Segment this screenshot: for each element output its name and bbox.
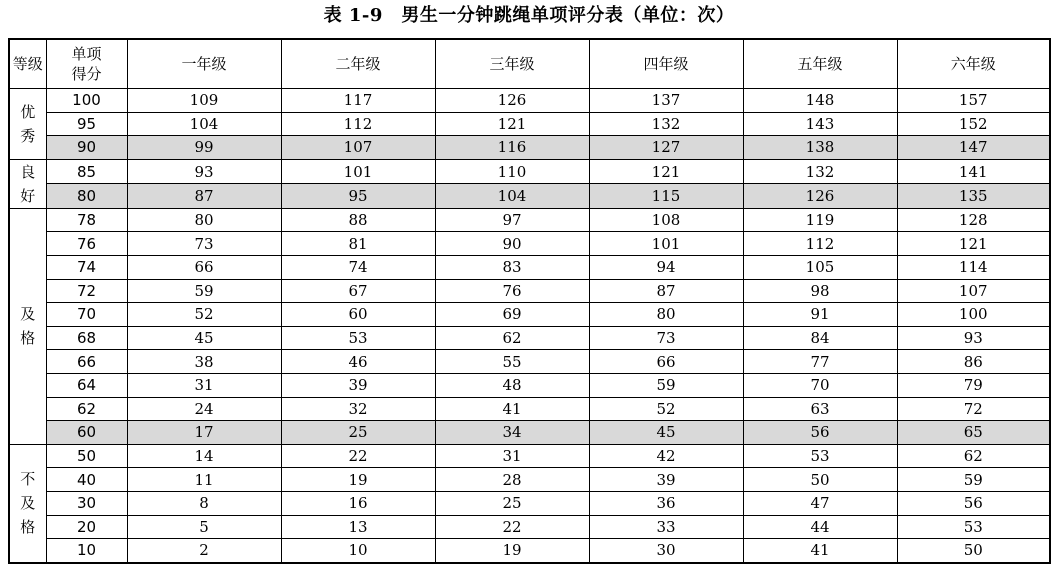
table-title: 表 1-9 男生一分钟跳绳单项评分表（单位：次）	[323, 5, 735, 26]
value-cell: 107	[281, 136, 435, 160]
value-cell: 137	[589, 89, 743, 113]
value-cell: 65	[897, 421, 1050, 445]
value-cell: 42	[589, 444, 743, 468]
value-cell: 52	[127, 303, 281, 327]
table-body	[9, 89, 1050, 563]
value-cell: 25	[435, 491, 589, 515]
grade-label: 良 好	[9, 159, 46, 208]
value-cell: 95	[281, 184, 435, 209]
value-cell: 81	[281, 232, 435, 256]
header-grade-6: 六年级	[897, 39, 1050, 89]
value-cell: 126	[743, 184, 897, 209]
value-cell: 121	[897, 232, 1050, 256]
value-cell: 104	[435, 184, 589, 209]
value-cell: 70	[743, 373, 897, 397]
value-cell: 143	[743, 112, 897, 136]
value-cell: 138	[743, 136, 897, 160]
value-cell: 33	[589, 515, 743, 539]
score-table	[8, 38, 1051, 564]
header-row	[9, 39, 1050, 89]
value-cell: 135	[897, 184, 1050, 209]
score-cell: 66	[46, 350, 127, 374]
value-cell: 117	[281, 89, 435, 113]
value-cell: 115	[589, 184, 743, 209]
value-cell: 19	[281, 468, 435, 492]
value-cell: 72	[897, 397, 1050, 421]
value-cell: 66	[589, 350, 743, 374]
score-cell: 10	[46, 539, 127, 563]
value-cell: 5	[127, 515, 281, 539]
value-cell: 11	[127, 468, 281, 492]
value-cell: 50	[897, 539, 1050, 563]
value-cell: 84	[743, 326, 897, 350]
value-cell: 77	[743, 350, 897, 374]
score-cell: 76	[46, 232, 127, 256]
value-cell: 94	[589, 255, 743, 279]
value-cell: 91	[743, 303, 897, 327]
table-row	[9, 232, 1050, 256]
score-cell: 70	[46, 303, 127, 327]
value-cell: 121	[589, 159, 743, 184]
header-grade-3: 三年级	[435, 39, 589, 89]
value-cell: 14	[127, 444, 281, 468]
value-cell: 152	[897, 112, 1050, 136]
value-cell: 87	[127, 184, 281, 209]
value-cell: 112	[281, 112, 435, 136]
value-cell: 101	[589, 232, 743, 256]
value-cell: 76	[435, 279, 589, 303]
value-cell: 119	[743, 208, 897, 232]
value-cell: 46	[281, 350, 435, 374]
value-cell: 45	[127, 326, 281, 350]
value-cell: 80	[589, 303, 743, 327]
score-cell: 64	[46, 373, 127, 397]
grade-label: 优 秀	[9, 89, 46, 160]
score-cell: 90	[46, 136, 127, 160]
table-row	[9, 303, 1050, 327]
grade-label: 及 格	[9, 208, 46, 444]
value-cell: 73	[589, 326, 743, 350]
table-row	[9, 255, 1050, 279]
value-cell: 22	[435, 515, 589, 539]
header-grade-2: 二年级	[281, 39, 435, 89]
value-cell: 31	[435, 444, 589, 468]
header-grade: 等级	[9, 39, 46, 89]
value-cell: 2	[127, 539, 281, 563]
value-cell: 38	[127, 350, 281, 374]
value-cell: 52	[589, 397, 743, 421]
value-cell: 132	[743, 159, 897, 184]
value-cell: 128	[897, 208, 1050, 232]
value-cell: 16	[281, 491, 435, 515]
value-cell: 53	[897, 515, 1050, 539]
value-cell: 104	[127, 112, 281, 136]
value-cell: 87	[589, 279, 743, 303]
value-cell: 109	[127, 89, 281, 113]
value-cell: 25	[281, 421, 435, 445]
score-cell: 85	[46, 159, 127, 184]
value-cell: 22	[281, 444, 435, 468]
table-row	[9, 89, 1050, 113]
value-cell: 63	[743, 397, 897, 421]
value-cell: 105	[743, 255, 897, 279]
value-cell: 13	[281, 515, 435, 539]
value-cell: 74	[281, 255, 435, 279]
value-cell: 59	[589, 373, 743, 397]
value-cell: 112	[743, 232, 897, 256]
table-row	[9, 184, 1050, 209]
value-cell: 28	[435, 468, 589, 492]
header-grade-5: 五年级	[743, 39, 897, 89]
header-grade-1: 一年级	[127, 39, 281, 89]
value-cell: 90	[435, 232, 589, 256]
value-cell: 127	[589, 136, 743, 160]
value-cell: 99	[127, 136, 281, 160]
value-cell: 53	[281, 326, 435, 350]
value-cell: 62	[897, 444, 1050, 468]
value-cell: 126	[435, 89, 589, 113]
value-cell: 132	[589, 112, 743, 136]
score-cell: 74	[46, 255, 127, 279]
value-cell: 17	[127, 421, 281, 445]
table-row	[9, 444, 1050, 468]
value-cell: 62	[435, 326, 589, 350]
score-cell: 68	[46, 326, 127, 350]
score-cell: 95	[46, 112, 127, 136]
score-cell: 62	[46, 397, 127, 421]
score-cell: 30	[46, 491, 127, 515]
value-cell: 53	[743, 444, 897, 468]
header-grade-4: 四年级	[589, 39, 743, 89]
score-cell: 40	[46, 468, 127, 492]
value-cell: 41	[743, 539, 897, 563]
value-cell: 110	[435, 159, 589, 184]
value-cell: 34	[435, 421, 589, 445]
value-cell: 36	[589, 491, 743, 515]
table-row	[9, 326, 1050, 350]
value-cell: 44	[743, 515, 897, 539]
value-cell: 60	[281, 303, 435, 327]
value-cell: 8	[127, 491, 281, 515]
value-cell: 88	[281, 208, 435, 232]
table-row	[9, 112, 1050, 136]
grade-label: 不 及 格	[9, 444, 46, 562]
value-cell: 56	[897, 491, 1050, 515]
value-cell: 39	[589, 468, 743, 492]
value-cell: 157	[897, 89, 1050, 113]
value-cell: 121	[435, 112, 589, 136]
value-cell: 56	[743, 421, 897, 445]
table-row	[9, 515, 1050, 539]
value-cell: 101	[281, 159, 435, 184]
value-cell: 19	[435, 539, 589, 563]
table-row	[9, 373, 1050, 397]
value-cell: 24	[127, 397, 281, 421]
value-cell: 55	[435, 350, 589, 374]
value-cell: 73	[127, 232, 281, 256]
value-cell: 47	[743, 491, 897, 515]
header-score: 单项 得分	[46, 39, 127, 89]
value-cell: 100	[897, 303, 1050, 327]
value-cell: 39	[281, 373, 435, 397]
table-row	[9, 468, 1050, 492]
score-cell: 50	[46, 444, 127, 468]
table-row	[9, 397, 1050, 421]
value-cell: 97	[435, 208, 589, 232]
score-cell: 60	[46, 421, 127, 445]
value-cell: 114	[897, 255, 1050, 279]
value-cell: 107	[897, 279, 1050, 303]
value-cell: 147	[897, 136, 1050, 160]
value-cell: 50	[743, 468, 897, 492]
value-cell: 98	[743, 279, 897, 303]
table-row	[9, 350, 1050, 374]
table-row	[9, 491, 1050, 515]
value-cell: 93	[127, 159, 281, 184]
score-cell: 80	[46, 184, 127, 209]
value-cell: 10	[281, 539, 435, 563]
value-cell: 79	[897, 373, 1050, 397]
value-cell: 148	[743, 89, 897, 113]
value-cell: 48	[435, 373, 589, 397]
value-cell: 32	[281, 397, 435, 421]
value-cell: 45	[589, 421, 743, 445]
table-row	[9, 136, 1050, 160]
table-row	[9, 421, 1050, 445]
value-cell: 59	[127, 279, 281, 303]
table-row	[9, 208, 1050, 232]
value-cell: 67	[281, 279, 435, 303]
score-cell: 20	[46, 515, 127, 539]
score-cell: 100	[46, 89, 127, 113]
value-cell: 59	[897, 468, 1050, 492]
value-cell: 141	[897, 159, 1050, 184]
score-cell: 78	[46, 208, 127, 232]
score-cell: 72	[46, 279, 127, 303]
value-cell: 69	[435, 303, 589, 327]
value-cell: 86	[897, 350, 1050, 374]
table-row	[9, 539, 1050, 563]
table-row	[9, 159, 1050, 184]
value-cell: 93	[897, 326, 1050, 350]
value-cell: 108	[589, 208, 743, 232]
value-cell: 41	[435, 397, 589, 421]
table-row	[9, 279, 1050, 303]
value-cell: 31	[127, 373, 281, 397]
value-cell: 30	[589, 539, 743, 563]
value-cell: 83	[435, 255, 589, 279]
value-cell: 116	[435, 136, 589, 160]
value-cell: 80	[127, 208, 281, 232]
value-cell: 66	[127, 255, 281, 279]
